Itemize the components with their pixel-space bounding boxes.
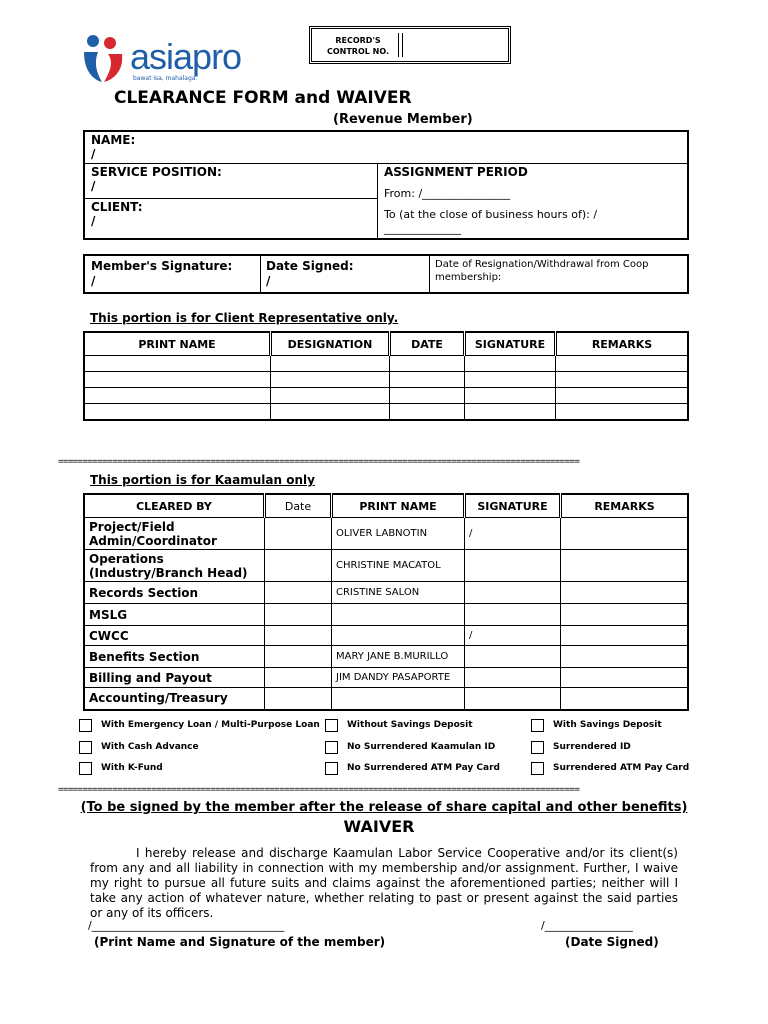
col-print-name: PRINT NAME bbox=[332, 494, 465, 518]
col-cleared-by: CLEARED BY bbox=[84, 494, 265, 518]
control-label: RECORD'S CONTROL NO. bbox=[326, 36, 390, 56]
brand-name: asiapro bbox=[130, 36, 242, 77]
cell-date[interactable] bbox=[265, 646, 332, 668]
checkbox[interactable] bbox=[79, 719, 92, 732]
col-date: Date bbox=[265, 494, 332, 518]
cell-cleared-by: CWCC bbox=[84, 626, 265, 646]
member-signature-value[interactable]: / bbox=[91, 274, 96, 288]
resignation-date-label: Date of Resignation/Withdrawal from Coop membership: bbox=[435, 259, 649, 283]
date-signed-caption: (Date Signed) bbox=[565, 935, 659, 949]
table-row bbox=[84, 550, 688, 582]
cell-print-name[interactable]: CHRISTINE MACATOL bbox=[332, 550, 465, 582]
checkbox[interactable] bbox=[531, 762, 544, 775]
cell-remarks[interactable] bbox=[561, 518, 689, 550]
cell-signature[interactable] bbox=[465, 688, 561, 710]
table-row bbox=[84, 604, 688, 626]
checkbox[interactable] bbox=[79, 762, 92, 775]
table-row bbox=[84, 582, 688, 604]
assignment-to-line: ______________ bbox=[384, 222, 461, 235]
form-title: CLEARANCE FORM and WAIVER bbox=[114, 88, 412, 108]
member-signature-label: Member's Signature: bbox=[91, 259, 233, 273]
table-row bbox=[84, 626, 688, 646]
cell-remarks[interactable] bbox=[561, 688, 689, 710]
checkbox-label: With K-Fund bbox=[101, 763, 163, 773]
cell-print-name[interactable]: CRISTINE SALON bbox=[332, 582, 465, 604]
cell-remarks[interactable] bbox=[561, 582, 689, 604]
col-remarks: REMARKS bbox=[561, 494, 689, 518]
table-row bbox=[84, 518, 688, 550]
member-signature-line[interactable]: /___________________________________ bbox=[88, 919, 285, 932]
separator-line: ========================================================================================================== bbox=[58, 785, 580, 795]
cell-cleared-by: Project/Field Admin/Coordinator bbox=[84, 518, 265, 550]
checkbox[interactable] bbox=[325, 741, 338, 754]
cell-date[interactable] bbox=[265, 550, 332, 582]
cell-signature[interactable] bbox=[465, 668, 561, 688]
cell-print-name[interactable] bbox=[332, 688, 465, 710]
service-position-label: SERVICE POSITION: bbox=[91, 165, 222, 179]
table-row bbox=[84, 372, 688, 388]
control-value[interactable] bbox=[408, 35, 504, 55]
assignment-to[interactable]: To (at the close of business hours of): / bbox=[384, 208, 598, 221]
checkbox[interactable] bbox=[79, 741, 92, 754]
name-label: NAME: bbox=[91, 133, 136, 147]
col-signature: SIGNATURE bbox=[465, 494, 561, 518]
cell-cleared-by: Billing and Payout bbox=[84, 668, 265, 688]
cell-date[interactable] bbox=[265, 688, 332, 710]
client-section-heading: This portion is for Client Representative only. bbox=[90, 311, 399, 325]
service-position-value[interactable]: / bbox=[91, 179, 96, 193]
client-value[interactable]: / bbox=[91, 214, 96, 228]
col-date: DATE bbox=[390, 332, 465, 356]
checkbox[interactable] bbox=[325, 762, 338, 775]
col-remarks: REMARKS bbox=[556, 332, 689, 356]
brand-tagline: bawat isa, mahalaga. bbox=[133, 75, 198, 82]
assignment-period-label: ASSIGNMENT PERIOD bbox=[384, 165, 528, 179]
kaamulan-section-heading: This portion is for Kaamulan only bbox=[90, 473, 315, 487]
col-designation: DESIGNATION bbox=[271, 332, 390, 356]
cell-signature[interactable]: / bbox=[465, 626, 561, 646]
table-row bbox=[84, 646, 688, 668]
form-subtitle: (Revenue Member) bbox=[333, 112, 473, 127]
cell-remarks[interactable] bbox=[561, 626, 689, 646]
cell-date[interactable] bbox=[265, 668, 332, 688]
cell-date[interactable] bbox=[265, 518, 332, 550]
cell-print-name[interactable]: MARY JANE B.MURILLO bbox=[332, 646, 465, 668]
cell-date[interactable] bbox=[265, 582, 332, 604]
assignment-from[interactable]: From: /________________ bbox=[384, 187, 511, 200]
checkbox-label: Surrendered ID bbox=[553, 742, 631, 752]
table-row bbox=[84, 404, 688, 420]
cell-date[interactable] bbox=[265, 604, 332, 626]
table-row bbox=[84, 388, 688, 404]
checkbox[interactable] bbox=[531, 741, 544, 754]
cell-print-name[interactable]: OLIVER LABNOTIN bbox=[332, 518, 465, 550]
checkbox[interactable] bbox=[325, 719, 338, 732]
cell-remarks[interactable] bbox=[561, 668, 689, 688]
cell-signature[interactable] bbox=[465, 604, 561, 626]
cell-print-name[interactable] bbox=[332, 626, 465, 646]
cell-cleared-by: Accounting/Treasury bbox=[84, 688, 265, 710]
client-rep-table bbox=[83, 331, 689, 421]
cell-print-name[interactable]: JIM DANDY PASAPORTE bbox=[332, 668, 465, 688]
waiver-instruction: (To be signed by the member after the release of share capital and other benefits) bbox=[80, 800, 688, 815]
table-row bbox=[84, 668, 688, 688]
checkbox-label: With Emergency Loan / Multi-Purpose Loan bbox=[101, 720, 320, 730]
member-signature-caption: (Print Name and Signature of the member) bbox=[94, 935, 386, 949]
checkbox-label: With Cash Advance bbox=[101, 742, 199, 752]
cell-signature[interactable] bbox=[465, 646, 561, 668]
cell-print-name[interactable] bbox=[332, 604, 465, 626]
cell-signature[interactable]: / bbox=[465, 518, 561, 550]
checkbox-label: Without Savings Deposit bbox=[347, 720, 473, 730]
signature-row-box bbox=[83, 254, 689, 294]
cell-remarks[interactable] bbox=[561, 604, 689, 626]
checkbox[interactable] bbox=[531, 719, 544, 732]
cell-date[interactable] bbox=[265, 626, 332, 646]
checkbox-label: No Surrendered ATM Pay Card bbox=[347, 763, 500, 773]
col-signature: SIGNATURE bbox=[465, 332, 556, 356]
waiver-title: WAIVER bbox=[343, 817, 415, 836]
cell-signature[interactable] bbox=[465, 582, 561, 604]
cell-remarks[interactable] bbox=[561, 550, 689, 582]
checkbox-label: No Surrendered Kaamulan ID bbox=[347, 742, 496, 752]
date-signed-label: Date Signed: bbox=[266, 259, 354, 273]
cell-cleared-by: MSLG bbox=[84, 604, 265, 626]
separator-line: ========================================================================================================== bbox=[58, 457, 580, 467]
date-signed-value[interactable]: / bbox=[266, 274, 271, 288]
kaamulan-table bbox=[83, 493, 689, 711]
table-row bbox=[84, 356, 688, 372]
asiapro-logo-mark bbox=[80, 32, 128, 84]
checkbox-label: With Savings Deposit bbox=[553, 720, 662, 730]
records-control-box bbox=[309, 26, 511, 64]
cell-signature[interactable] bbox=[465, 550, 561, 582]
cell-remarks[interactable] bbox=[561, 646, 689, 668]
cell-cleared-by: Records Section bbox=[84, 582, 265, 604]
cell-cleared-by: Benefits Section bbox=[84, 646, 265, 668]
table-row bbox=[84, 688, 688, 710]
date-signed-line[interactable]: /________________ bbox=[541, 919, 633, 932]
client-label: CLIENT: bbox=[91, 200, 143, 214]
member-info-box bbox=[83, 130, 689, 240]
control-divider bbox=[398, 33, 403, 57]
checkbox-label: Surrendered ATM Pay Card bbox=[553, 763, 690, 773]
col-print-name: PRINT NAME bbox=[84, 332, 271, 356]
name-value[interactable]: / bbox=[91, 147, 96, 161]
cell-cleared-by: Operations (Industry/Branch Head) bbox=[84, 550, 265, 582]
waiver-body: I hereby release and discharge Kaamulan Labor Service Cooperative and/or its client(s) from any and all liability in connection with my membership and/or assignment. Further, I waive my right to pursue all future suits and claims against the aforementioned parties; neither will I take any action of whatever nature, whether relating to past or present against the said parties or any of its officers. bbox=[90, 846, 678, 920]
